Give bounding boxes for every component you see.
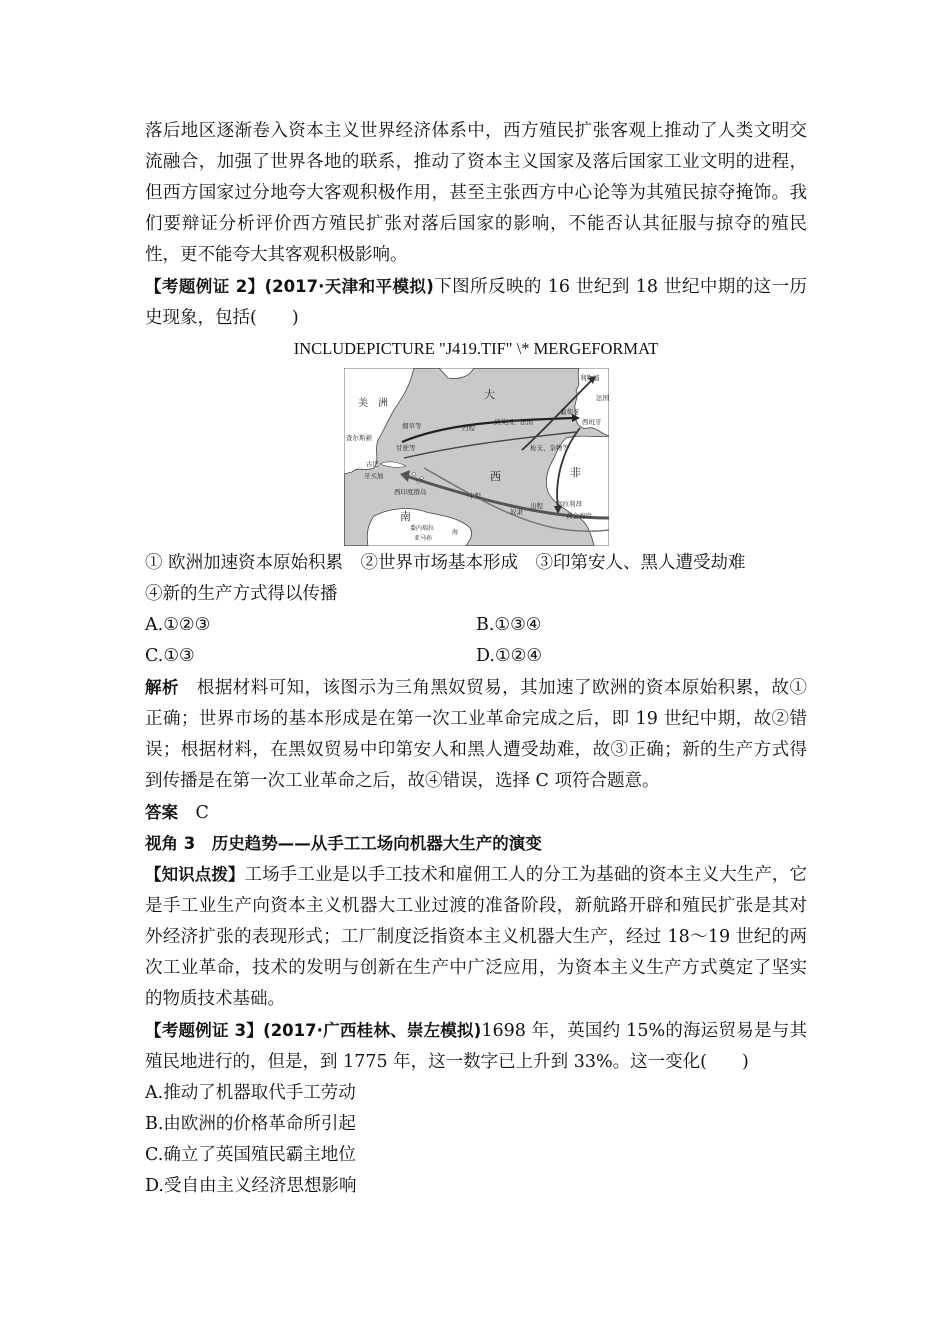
map-label-hai: 海 — [451, 529, 458, 536]
statement-4: ④新的生产方式得以传播 — [145, 584, 338, 604]
example3-stem: 1698 年，英国约 15%的海运贸易是与其殖民地进行的，但是，到 1775 年，这一数字已上升到 33%。这一变化( ) — [145, 1021, 808, 1072]
example3-option-c: C.确立了英国殖民霸主地位 — [145, 1145, 356, 1165]
section-heading: 视角 3 历史趋势——从手工工场向机器大生产的演变 — [145, 834, 542, 853]
map-label-fei: 非 — [569, 466, 581, 479]
option-c: C.①③ — [145, 646, 195, 666]
tip-tag: 【知识点拨】 — [145, 865, 245, 884]
example2-source: (2017·天津和平模拟) — [264, 277, 434, 296]
tip-text: 工场手工业是以手工技术和雇佣工人的分工为基础的资本主义大生产，它是手工业生产向资本主义机器大工业过渡的准备阶段，新航路开辟和殖民扩张是其对外经济扩张的表现形式；工厂制度泛指资本主义机器大生产，经过 18～19 世纪的两次工业革命，技术的发明与创新在生产中广泛应用，为资本主义生产方式奠定了坚实的物质技术基础。 — [145, 865, 808, 1009]
tip-paragraph — [145, 859, 807, 1015]
answer-line — [145, 797, 807, 828]
map-label-xibanya: 西班牙 — [581, 418, 601, 426]
map-label-nan: 南 — [399, 510, 411, 523]
map-label-yamaxun: 亚马孙 — [413, 535, 432, 542]
map-label-charleston: 查尔斯顿 — [345, 434, 372, 442]
map-label-jiahu: 甘蔗等 — [395, 444, 415, 452]
map-label-da: 大 — [483, 388, 495, 401]
intro-paragraph: 落后地区逐渐卷入资本主义世界经济体系中，西方殖民扩张客观上推动了人类文明交流融合，加强了世界各地的联系，推动了资本主义国家及落后国家工业文明的进程，但西方国家过分地夸大客观积极作用，甚至主张西方中心论等为其殖民掠夺掩饰。我们要辩证分析评价西方殖民扩张对落后国家的影响，不能否认其征服与掠夺的殖民性，更不能夸大其客观积极影响。 — [145, 121, 807, 265]
example2-tag: 【考题例证 2】 — [145, 277, 265, 296]
map-label-meizhou: 美 洲 — [357, 398, 388, 409]
analysis-tag: 解析 — [145, 678, 179, 697]
example2-question — [145, 271, 807, 334]
option-d: D.①②④ — [476, 646, 543, 666]
map-label-dao: 到英国、法国 — [493, 418, 533, 426]
option-b: B.①③④ — [476, 615, 542, 635]
map-label-guba: 古巴 — [365, 460, 379, 468]
map-label-nuli: 奴隶 — [509, 508, 523, 516]
document-page — [145, 116, 807, 1202]
example3-option-d: D.受自由主义经济思想影响 — [145, 1176, 357, 1196]
option-a: A.①②③ — [145, 615, 211, 635]
map-label-qiangzhi: 枪支、杂物等 — [529, 444, 569, 452]
map-label-xi: 西 — [489, 470, 501, 483]
map-label-faguo: 法国 — [595, 394, 609, 402]
map-label-xiyindu: 西印度群岛 — [393, 488, 426, 496]
example2-options-row2 — [145, 641, 807, 672]
statements-1-3: ① 欧洲加速资本原始积累 ②世界市场基本形成 ③印第安人、黑人遭受劫难 — [145, 553, 746, 573]
example3-tag: 【考题例证 3】 — [145, 1021, 264, 1040]
map-label-guicheng: 归程 — [461, 424, 475, 432]
example2-options-row1 — [145, 610, 807, 641]
answer-tag: 答案 — [145, 803, 178, 822]
answer-value: C — [195, 803, 209, 823]
map-label-zhongcheng: 中程 — [467, 492, 481, 500]
map-label-chucheng: 出程 — [529, 502, 543, 510]
analysis-text: 根据材料可知，该图示为三角黑奴贸易，其加速了欧洲的资本原始积累，故①正确；世界市场的基本形成是在第一次工业革命完成之后，即 19 世纪中期，故②错误；根据材料，在黑奴贸易中印第安人和黑人遭受劫难，故③正确；新的生产方式得到传播是在第一次工业革命之后，故④错误，选择 C 项符合题意。 — [145, 678, 808, 791]
example3-option-a: A.推动了机器取代手工劳动 — [145, 1083, 356, 1103]
triangle-trade-map — [344, 368, 609, 546]
include-picture-field: INCLUDEPICTURE "J419.TIF" \* MERGEFORMAT — [293, 339, 659, 358]
map-label-yamaijia: 牙买加 — [363, 472, 383, 480]
map-label-liwupu: 利物浦 — [579, 374, 599, 382]
map-label-yancao: 烟草等 — [401, 422, 421, 430]
map-label-sailali: 塞拉利昂 — [555, 500, 582, 508]
map-figure — [145, 368, 807, 546]
map-label-huangjin: 黄金海岸 — [565, 512, 592, 520]
example3-question — [145, 1015, 807, 1078]
example3-option-b: B.由欧洲的价格革命所引起 — [145, 1114, 356, 1134]
map-label-weineiruila: 委内瑞拉 — [409, 525, 434, 532]
map-label-putaoya: 葡萄牙 — [559, 408, 579, 416]
example3-source: (2017·广西桂林、崇左模拟) — [263, 1021, 482, 1040]
example2-stem: 下图所反映的 16 世纪到 18 世纪中期的这一历史现象，包括( ) — [145, 277, 807, 328]
analysis-paragraph — [145, 672, 807, 797]
